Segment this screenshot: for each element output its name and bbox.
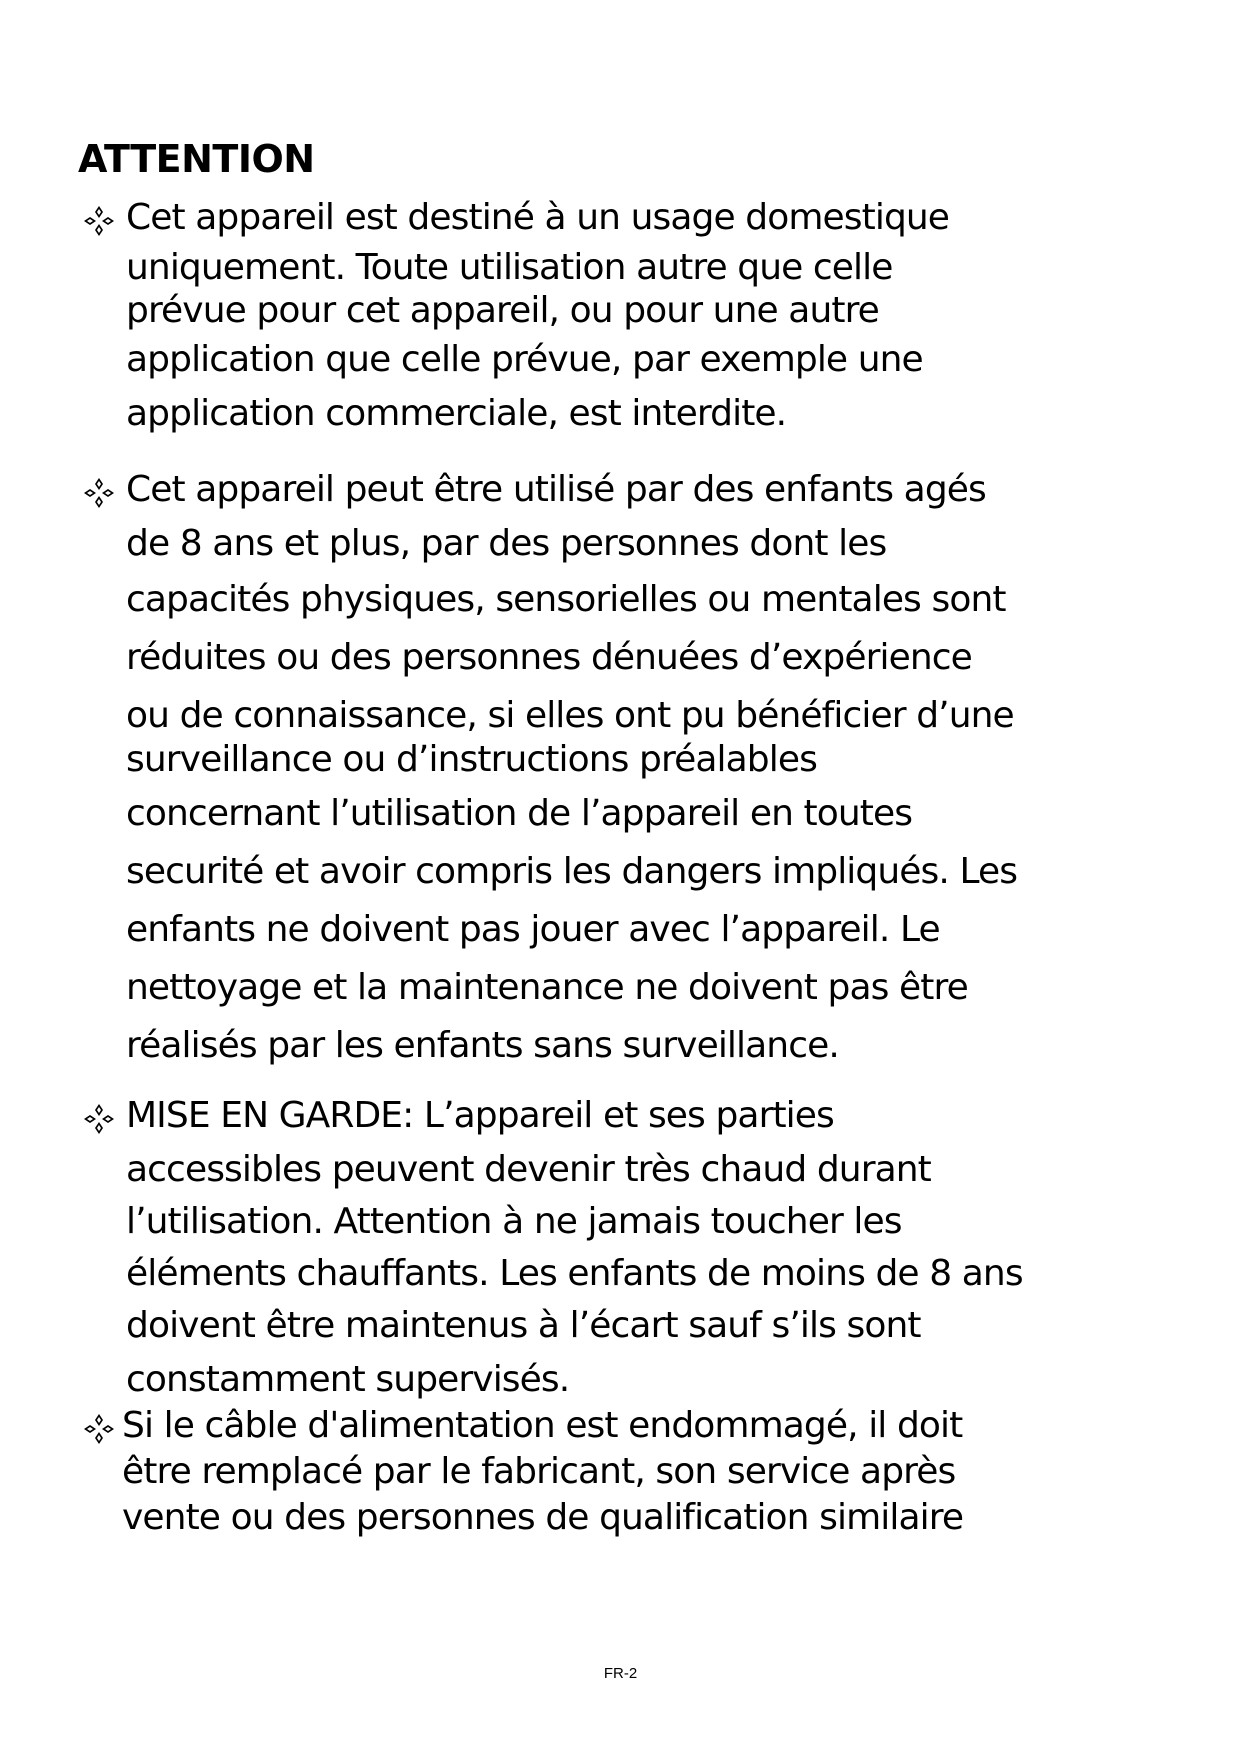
item-2-line-3: capacités physiques, sensorielles ou mentales sont bbox=[126, 579, 1006, 620]
item-1-line-5: application commerciale, est interdite. bbox=[126, 393, 787, 434]
four-diamond-bullet-icon bbox=[78, 1102, 120, 1136]
item-3-line-2: accessibles peuvent devenir très chaud durant bbox=[126, 1149, 931, 1190]
four-diamond-bullet-icon bbox=[78, 476, 120, 510]
item-1-line-4: application que celle prévue, par exemple une bbox=[126, 339, 923, 380]
item-1-line-3: prévue pour cet appareil, ou pour une autre bbox=[126, 290, 879, 331]
item-2-line-9: enfants ne doivent pas jouer avec l’appareil. Le bbox=[126, 909, 940, 950]
item-2-line-1: Cet appareil peut être utilisé par des enfants agés bbox=[126, 469, 986, 510]
item-2-line-5: ou de connaissance, si elles ont pu bénéficier d’une bbox=[126, 695, 1014, 736]
item-4-line-1: Si le câble d'alimentation est endommagé, il doit bbox=[122, 1405, 963, 1446]
item-1-line-1: Cet appareil est destiné à un usage domestique bbox=[126, 197, 950, 238]
item-3-line-6: constamment supervisés. bbox=[126, 1359, 570, 1400]
item-3-line-4: éléments chauffants. Les enfants de moins de 8 ans bbox=[126, 1253, 1023, 1294]
item-2-line-4: réduites ou des personnes dénuées d’expérience bbox=[126, 637, 972, 678]
section-heading: ATTENTION bbox=[78, 137, 315, 181]
item-2-line-2: de 8 ans et plus, par des personnes dont les bbox=[126, 523, 887, 564]
item-2-line-8: securité et avoir compris les dangers impliqués. Les bbox=[126, 851, 1018, 892]
item-4-line-3: vente ou des personnes de qualification similaire bbox=[122, 1497, 964, 1538]
item-4-line-2: être remplacé par le fabricant, son service après bbox=[122, 1451, 956, 1492]
item-2-line-6: surveillance ou d’instructions préalables bbox=[126, 739, 817, 780]
four-diamond-bullet-icon bbox=[78, 204, 120, 238]
item-3-line-1: MISE EN GARDE: L’appareil et ses parties bbox=[126, 1095, 834, 1136]
item-2-line-7: concernant l’utilisation de l’appareil en toutes bbox=[126, 793, 913, 834]
item-3-line-3: l’utilisation. Attention à ne jamais toucher les bbox=[126, 1201, 902, 1242]
item-3-line-5: doivent être maintenus à l’écart sauf s’ils sont bbox=[126, 1305, 921, 1346]
item-1-line-2: uniquement. Toute utilisation autre que celle bbox=[126, 247, 893, 288]
four-diamond-bullet-icon bbox=[78, 1412, 120, 1446]
item-2-line-10: nettoyage et la maintenance ne doivent pas être bbox=[126, 967, 968, 1008]
page-number: FR-2 bbox=[603, 1665, 638, 1682]
item-2-line-11: réalisés par les enfants sans surveillance. bbox=[126, 1025, 839, 1066]
